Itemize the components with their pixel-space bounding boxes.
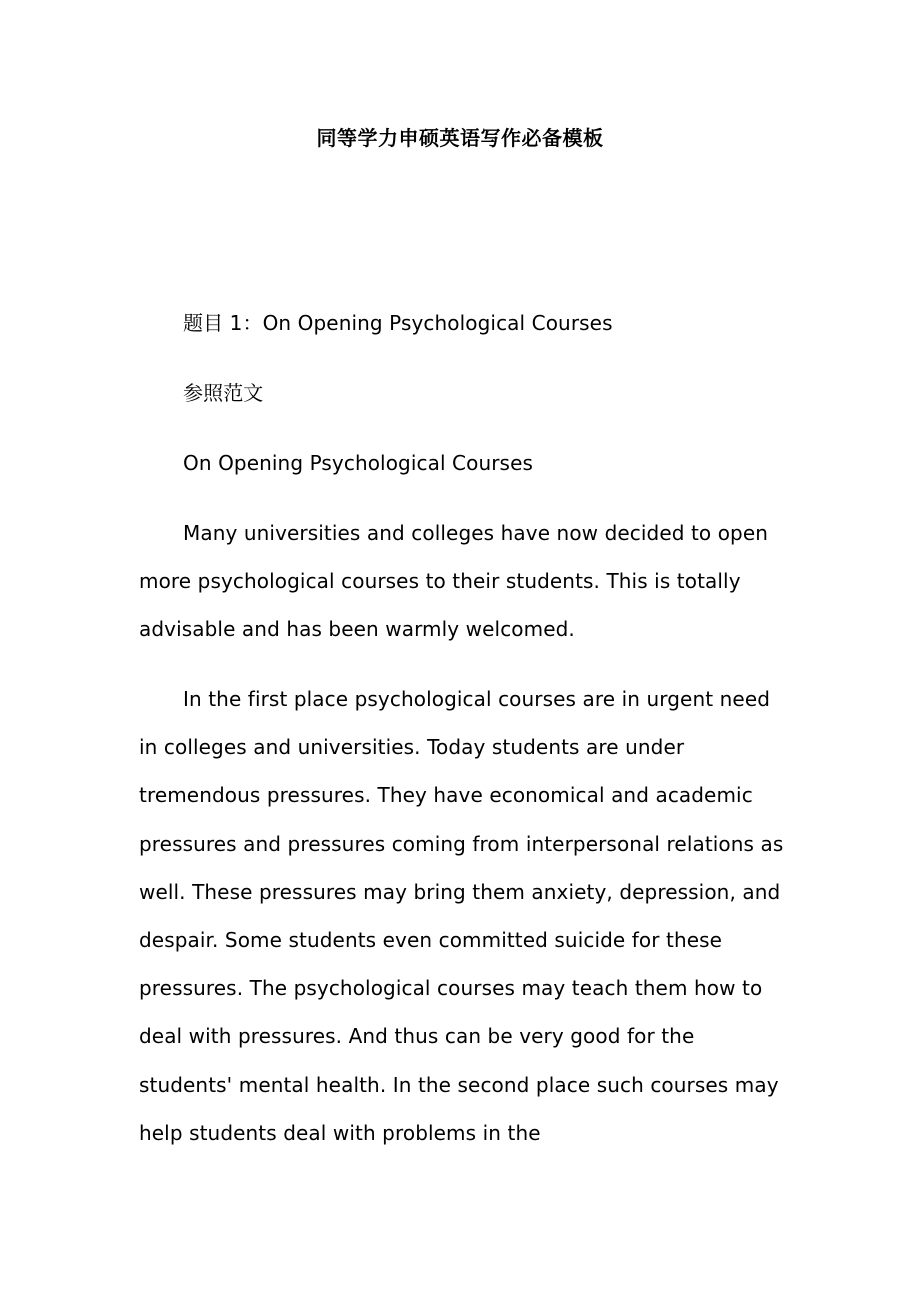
- reference-essay-label: 参照范文: [183, 381, 264, 405]
- topic-line: 题目 1：On Opening Psychological Courses: [183, 311, 613, 335]
- essay-paragraph-2: In the first place psychological courses are in urgent need in colleges and universities. Today students are under tremendous pressures. They have economical and academic pressures and pressures coming from interpersonal relations as well. These pressures may bring them anxiety, depression, and despair. Some students even committed suicide for these pressures. The psychological courses may teach them how to deal with pressures. And thus can be very good for the students' mental health. In the second place such courses may help students deal with problems in the: [139, 687, 784, 1145]
- essay-title: On Opening Psychological Courses: [183, 451, 534, 475]
- essay-paragraph-1: Many universities and colleges have now decided to open more psychological courses to their students. This is totally advisable and has been warmly welcomed.: [139, 521, 769, 642]
- document-title: 同等学力申硕英语写作必备模板: [316, 126, 604, 150]
